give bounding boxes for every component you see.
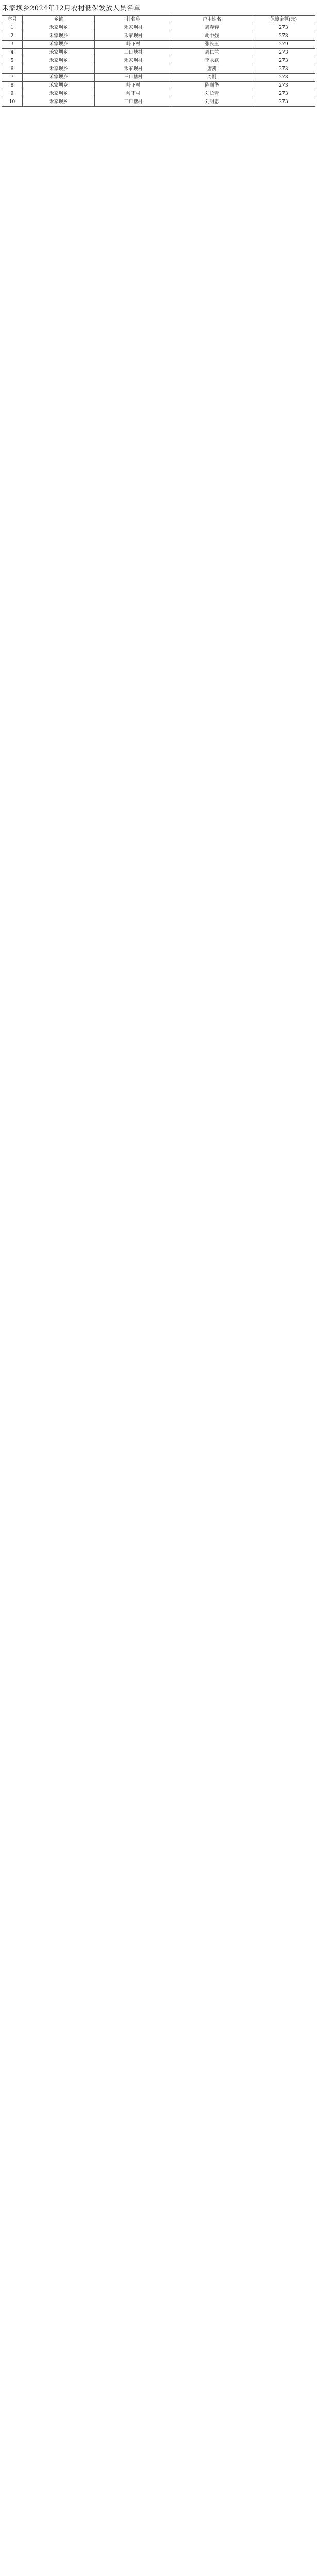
cell-village: 岭下村: [95, 41, 172, 49]
cell-village: 岭下村: [95, 82, 172, 90]
cell-name: 胡中强: [172, 32, 252, 41]
cell-amount: 273: [252, 57, 315, 65]
cell-amount: 273: [252, 82, 315, 90]
cell-village: 禾家坝村: [95, 65, 172, 74]
cell-name: 唐凯: [172, 65, 252, 74]
table-row: [2, 32, 315, 41]
header-name: 户主姓名: [172, 16, 252, 24]
cell-name: 陈顺华: [172, 82, 252, 90]
cell-no: 5: [2, 57, 23, 65]
cell-village: 三口塘村: [95, 98, 172, 107]
cell-town: 禾家坝乡: [23, 90, 95, 98]
page-title: 禾家坝乡2024年12月农村低保发放人员名单: [2, 5, 141, 12]
table-row: [2, 74, 315, 82]
cell-village: 禾家坝村: [95, 57, 172, 65]
cell-town: 禾家坝乡: [23, 65, 95, 74]
allowance-table: [2, 15, 315, 107]
table-row: [2, 49, 315, 57]
table-row: [2, 90, 315, 98]
cell-town: 禾家坝乡: [23, 41, 95, 49]
cell-amount: 273: [252, 98, 315, 107]
cell-village: 岭下村: [95, 90, 172, 98]
cell-no: 4: [2, 49, 23, 57]
cell-name: 刘长青: [172, 90, 252, 98]
cell-amount: 273: [252, 49, 315, 57]
cell-no: 2: [2, 32, 23, 41]
cell-name: 李永武: [172, 57, 252, 65]
cell-amount: 273: [252, 90, 315, 98]
cell-village: 三口塘村: [95, 49, 172, 57]
cell-no: 10: [2, 98, 23, 107]
cell-no: 9: [2, 90, 23, 98]
cell-no: 6: [2, 65, 23, 74]
cell-name: 周春春: [172, 24, 252, 32]
cell-amount: 279: [252, 41, 315, 49]
cell-village: 禾家坝村: [95, 32, 172, 41]
header-no: 序号: [2, 16, 23, 24]
cell-no: 8: [2, 82, 23, 90]
cell-name: 刘明忠: [172, 98, 252, 107]
cell-amount: 273: [252, 65, 315, 74]
cell-name: 周刚: [172, 74, 252, 82]
cell-village: 禾家坝村: [95, 24, 172, 32]
table-row: [2, 65, 315, 74]
table-body: [2, 24, 315, 107]
cell-town: 禾家坝乡: [23, 98, 95, 107]
header-amount: 保障金额(元): [252, 16, 315, 24]
cell-no: 1: [2, 24, 23, 32]
cell-village: 三口塘村: [95, 74, 172, 82]
table-row: [2, 82, 315, 90]
cell-amount: 273: [252, 32, 315, 41]
cell-town: 禾家坝乡: [23, 49, 95, 57]
table-row: [2, 24, 315, 32]
cell-town: 禾家坝乡: [23, 32, 95, 41]
cell-no: 3: [2, 41, 23, 49]
table-row: [2, 57, 315, 65]
cell-amount: 273: [252, 74, 315, 82]
table-header-row: [2, 16, 315, 24]
cell-town: 禾家坝乡: [23, 74, 95, 82]
cell-town: 禾家坝乡: [23, 57, 95, 65]
cell-no: 7: [2, 74, 23, 82]
cell-town: 禾家坝乡: [23, 24, 95, 32]
cell-amount: 273: [252, 24, 315, 32]
cell-name: 张长玉: [172, 41, 252, 49]
cell-name: 周仁兰: [172, 49, 252, 57]
table-row: [2, 98, 315, 107]
header-town: 乡镇: [23, 16, 95, 24]
header-village: 村名称: [95, 16, 172, 24]
cell-town: 禾家坝乡: [23, 82, 95, 90]
table-row: [2, 41, 315, 49]
